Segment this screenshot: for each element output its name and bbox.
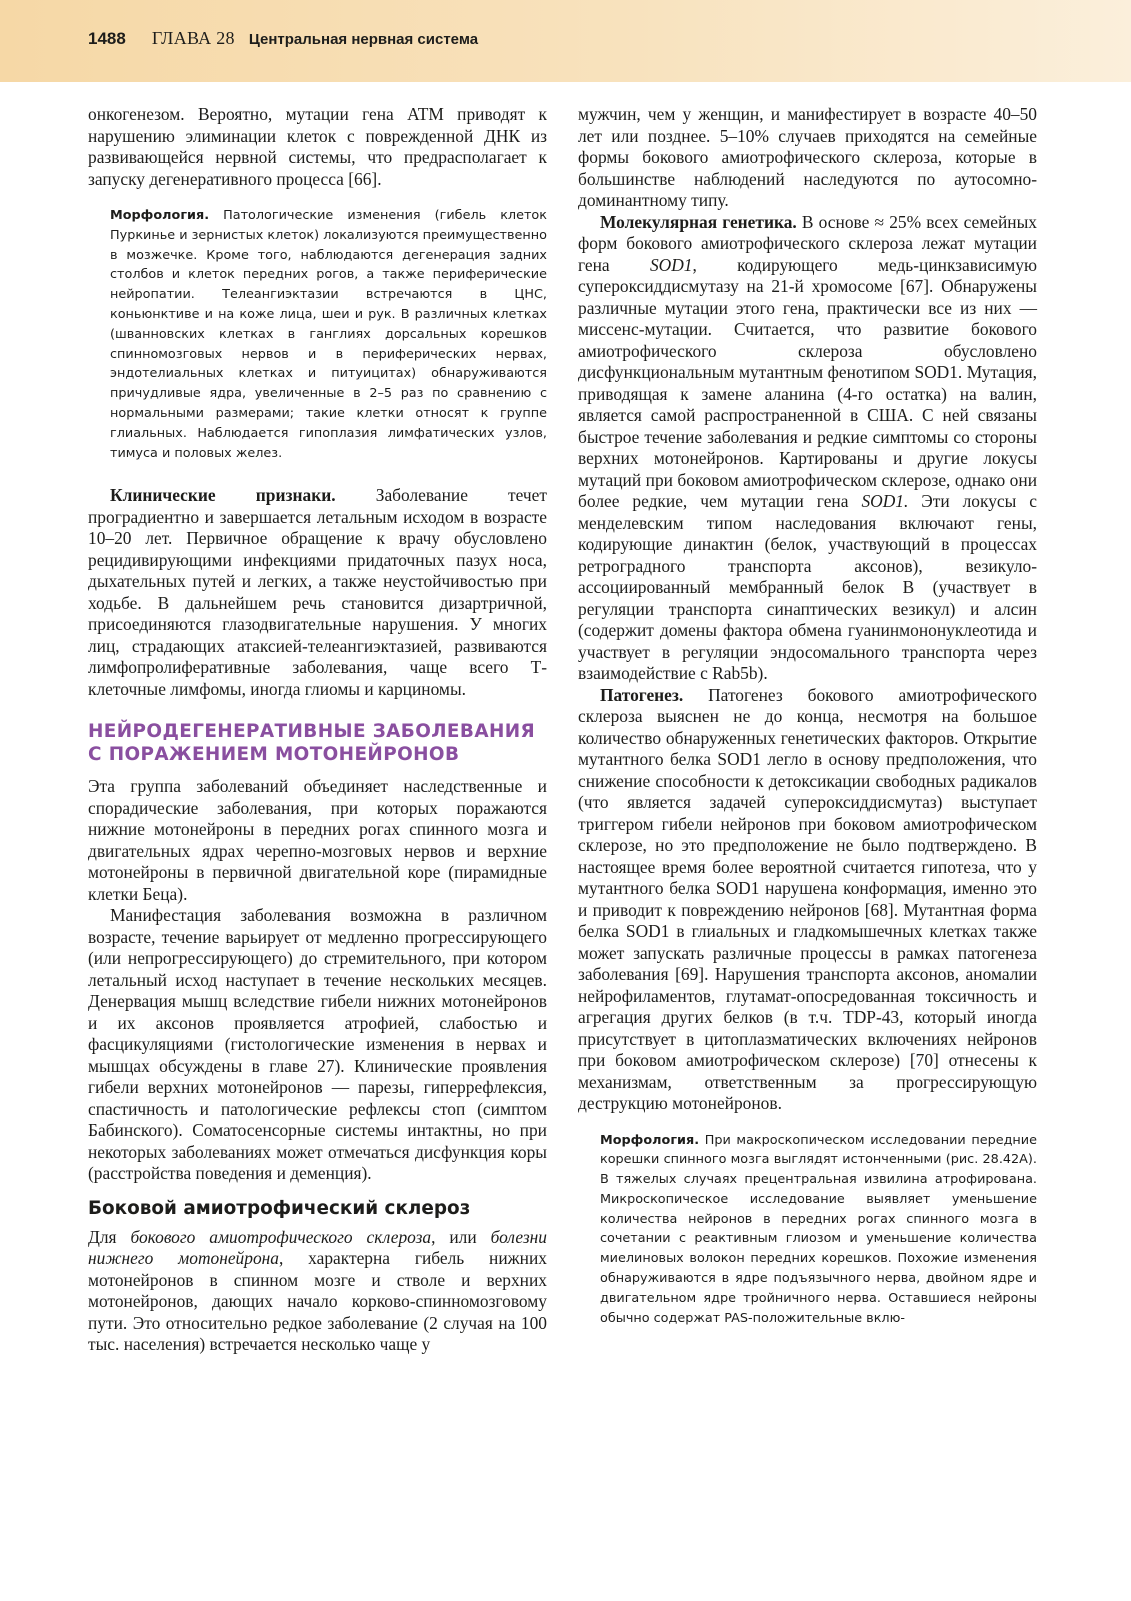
paragraph-manifestation: Манифестация заболевания возможна в различном возрасте, течение варьирует от медленно прогрессирующего (или непрогрессирующего) до стремительного, при котором летальный исход наступает в течение нескольких месяцев. Денервация мышц вследствие гибели нижних мотонейронов и их аксонов проявляется атрофией, слабостью и фасцикуляциями (гистологические изменения в нервах и мышцах обсуждены в главе 27). Клинические проявления гибели верхних мотонейронов — парезы, гиперрефлексия, спастичность и патологические рефлексы стоп (симптом Бабинского). Соматосенсорные системы интактны, но при некоторых заболеваниях может отмечаться дисфункция коры (расстройства поведения и деменция). xyxy=(88,905,547,1184)
section-heading-line2: С ПОРАЖЕНИЕМ МОТОНЕЙРОНОВ xyxy=(88,744,460,766)
molgen-text-1: В основе ≈ 25% всех семейных форм бокового амиотрофического склероза лежат мутации гена xyxy=(578,211,1037,275)
subsection-heading-als: Боковой амиотрофический склероз xyxy=(88,1197,471,1219)
left-column xyxy=(88,104,547,1356)
als-text-3: , характерна гибель нижних мотонейронов в спинном мозге и стволе и верхних мотонейронов, дающих начало корково-спинномозговому пути. Это относительно редкое заболевание (2 случая на 100 тыс. населения) встречается несколько чаще у xyxy=(88,1248,547,1355)
chapter-label: ГЛАВА 28 xyxy=(151,28,235,48)
pathogenesis-label: Патогенез. xyxy=(600,684,684,705)
molgen-text-3: Эти локусы с менделевским типом наследования включают гены, кодирующие динактин (белок, участвующий в процессах ретроградного транспорта аксонов), везикуло-ассоциированный мембранный белок В (участвует в регуляции транспорта синаптических везикул) и алсин (содержит домены фактора обмена гуанинмононуклеотида и участвует в регуляции эндосомального транспорта через взаимодействие с Rab5b). xyxy=(578,491,1038,683)
morphology-box-als xyxy=(578,1131,1037,1329)
morphology-text: При макроскопическом исследовании передние корешки спинного мозга выглядят истонченными (рис. 28.42А). В тяжелых случаях прецентральная извилина атрофирована. Микроскопическое исследование выявляет уменьшение количества нейронов в передних рогах спинного мозга в сочетании с реактивным глиозом и уменьшение количества миелиновых волокон передних корешков. Похожие изменения обнаруживаются в ядре подъязычного нерва, двойном ядре и двигательном ядре тройничного нерва. Оставшиеся нейроны обычно содержат PAS-положительные вклю- xyxy=(600,1132,1037,1326)
morphology-label: Морфология. xyxy=(110,208,210,223)
als-text-2: , или xyxy=(431,1226,491,1247)
morphology-box-ataxia xyxy=(88,206,547,463)
paragraph-continuation: мужчин, чем у женщин, и манифестирует в возрасте 40–50 лет или позднее. 5–10% случаев приходятся на семейные формы бокового амиотрофического склероза, которые в большинстве наблюдений наследуются по аутосомно-доминантному типу. xyxy=(578,104,1037,210)
paragraph-molecular-genetics xyxy=(578,212,1037,685)
als-italic-2: болезни нижнего мотонейрона xyxy=(88,1226,548,1269)
right-column xyxy=(578,104,1037,1328)
als-italic-1: бокового амиотрофического склероза xyxy=(130,1226,432,1247)
running-header xyxy=(0,0,1131,82)
paragraph-pathogenesis xyxy=(578,685,1037,1115)
pathogenesis-text: Патогенез бокового амиотрофического склероза выяснен не до конца, несмотря на большое количество обнаруженных генетических факторов. Открытие мутантного белка SOD1 легло в основу предположения, что снижение способности к детоксикации свободных радикалов (что является задачей супероксиддисмутаз) выступает триггером гибели нейронов при боковом амиотрофическом склерозе, но это предположение не было подтверждено. В настоящее время более вероятной считается гипотеза, что у мутантного белка SOD1 нарушена конформация, именно это и приводит к повреждению нейронов [68]. Мутантная форма белка SOD1 в глиальных и гладкомышечных клетках также может запускать различные процессы в рамках патогенеза заболевания [69]. Нарушения транспорта аксонов, аномалии нейрофиламентов, глутамат-опосредованная токсичность и агрегация других белков (в т.ч. TDP-43, который иногда присутствует в цитоплазматических включениях нейронов при боковом амиотрофическом склерозе) [70] отнесены к механизмам, ответственным за прогрессирующую деструкцию мотонейронов. xyxy=(578,684,1037,1113)
molgen-text-2: , кодирующего медь-цинкзависимую супероксиддисмутазу на 21-й хромосоме [67]. Обнаружены различные мутации этого гена, практически все из них — миссенс-мутации. Считается, что развитие бокового амиотрофического склероза обусловлено дисфункциональным мутантным фенотипом SOD1. Мутация, приводящая к замене аланина (4-го остатка) на валин, является самой распространенной в США. С ней связаны быстрое течение заболевания и редкие симптомы со стороны верхних мотонейронов. Картированы и другие локусы мутаций при боковом амиотрофическом склерозе, однако они более редкие, чем мутации гена xyxy=(578,254,1037,511)
paragraph-group: Эта группа заболеваний объединяет наследственные и спорадические заболевания, при которых поражаются нижние мотонейроны в передних рогах спинного мозга и двигательных ядрах черепно-мозговых нервов и верхние мотонейроны в первичной двигательной коре (пирамидные клетки Беца). xyxy=(88,776,547,904)
paragraph-atm: онкогенезом. Вероятно, мутации гена ATM приводят к нарушению элиминации клеток с поврежденной ДНК из развивающейся нервной системы, что предрасполагает к запуску дегенеративного процесса [66]. xyxy=(88,104,547,189)
molgen-gene-2: SOD1. xyxy=(861,491,909,511)
paragraph-clinical xyxy=(88,485,547,700)
paragraph-als-intro xyxy=(88,1227,547,1356)
morphology-text: Патологические изменения (гибель клеток Пуркинье и зернистых клеток) локализуются преимущественно в мозжечке. Кроме того, наблюдаются дегенерация задних столбов и клеток передних рогов, а также периферические нейропатии. Телеангиэктазии встречаются в ЦНС, коньюнктиве и на коже лица, шеи и рук. В различных клетках (шванновских клетках в ганглиях дорсальных корешков спинномозговых нервов и в периферических нервах, эндотелиальных клетках и питуицитах) обнаруживаются причудливые ядра, увеличенные в 2–5 раз по сравнению с нормальными размерами; такие клетки относят к группе глиальных. Наблюдается гипоплазия лимфатических узлов, тимуса и половых желез. xyxy=(110,208,547,461)
clinical-label: Клинические признаки. xyxy=(110,485,336,506)
clinical-text: Заболевание течет проградиентно и завершается летальным исходом в возрасте 10–20 лет. Первичное обращение к врачу обусловлено рецидивирующими инфекциями придаточных пазух носа, дыхательных путей и легких, а также неустойчивостью при ходьбе. В дальнейшем речь становится дизартричной, присоединяются глазодвигательные нарушения. У многих лиц, страдающих атаксией-телеангиэктазией, развиваются лимфопролиферативные заболевания, чаще всего Т-клеточные лимфомы, иногда глиомы и карциномы. xyxy=(88,485,547,699)
molgen-label: Молекулярная генетика. xyxy=(600,211,797,232)
running-header-text xyxy=(88,28,478,52)
chapter-title: Центральная нервная система xyxy=(248,31,479,48)
page-number: 1488 xyxy=(88,29,126,48)
als-text-1: Для xyxy=(88,1226,131,1247)
molgen-gene-1: SOD1 xyxy=(649,254,693,275)
section-heading-line1: НЕЙРОДЕГЕНЕРАТИВНЫЕ ЗАБОЛЕВАНИЯ xyxy=(88,721,536,743)
morphology-label: Морфология. xyxy=(600,1132,700,1148)
section-heading xyxy=(88,720,547,766)
